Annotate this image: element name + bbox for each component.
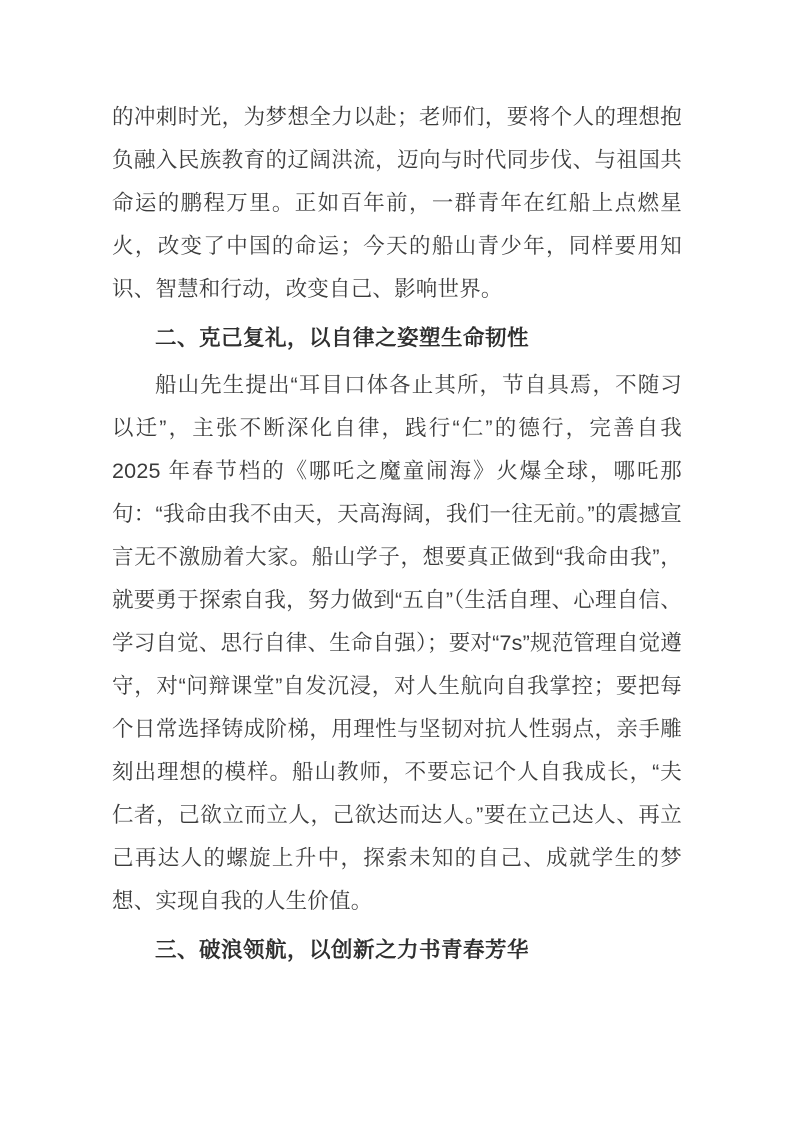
section-heading-two: 二、克己复礼，以自律之姿塑生命韧性 — [155, 326, 530, 350]
document-body — [112, 96, 682, 972]
paragraph-continuation: 的冲刺时光，为梦想全力以赴；老师们，要将个人的理想抱负融入民族教育的辽阔洪流，迈向与时代同步伐、与祖国共命运的鹏程万里。正如百年前，一群青年在红船上点燃星火，改变了中国的命运；今天的船山青少年，同样要用知识、智慧和行动，改变自己、影响世界。 — [112, 105, 682, 301]
section-heading-three: 三、破浪领航，以创新之力书青春芳华 — [155, 938, 530, 962]
paragraph-section-two: 船山先生提出“耳目口体各止其所，节自具焉，不随习以迁”，主张不断深化自律，践行“仁”的德行，完善自我 2025 年春节档的《哪吒之魔童闹海》火爆全球，哪吒那句：“我命由我不由天，天高海阔，我们一往无前。”的震撼宣言无不激励着大家。船山学子，想要真正做到“我命由我”，就要勇于探索自我，努力做到“五自”（生活自理、心理自信、学习自觉、思行自律、生命自强）；要对“7s”规范管理自觉遵守，对“问辩课堂”自发沉浸，对人生航向自我掌控；要把每个日常选择铸成阶梯，用理性与坚韧对抗人性弱点，亲手雕刻出理想的模样。船山教师，不要忘记个人自我成长，“夫仁者，己欲立而立人，己欲达而达人。”要在立己达人、再立己再达人的螺旋上升中，探索未知的自己、成就学生的梦想、实现自我的人生价值。 — [112, 373, 682, 913]
